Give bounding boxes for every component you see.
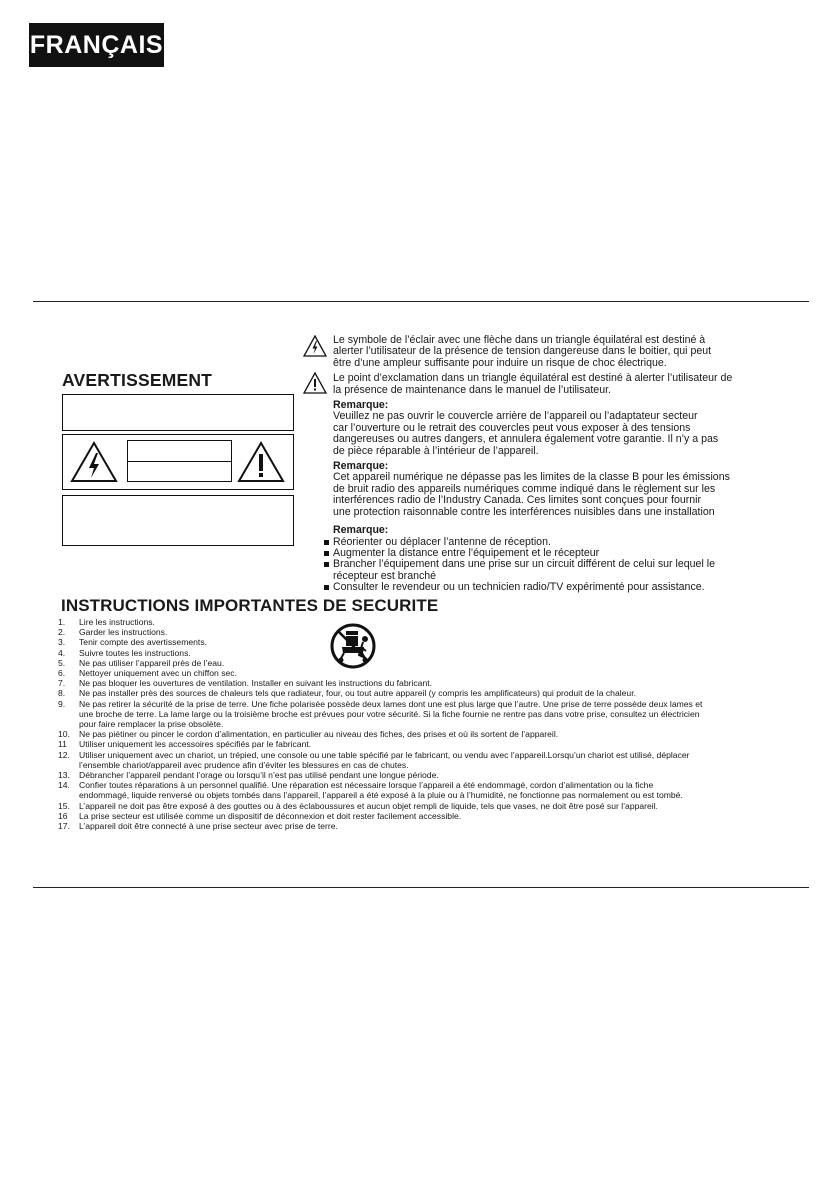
list-item: Consulter le revendeur ou un technicien radio/TV expérimenté pour assistance. — [323, 582, 778, 593]
warning-box-bottom — [62, 495, 294, 546]
list-item-text: Confier toutes réparations à un personnel qualifié. Une réparation est nécessaire lorsque l’appareil a été endommagé, cordon d’alimentation ou la fiche endommagé, liquide renversé ou objets tombés dans l’appareil, l’appareil a été exposé à la pluie ou à l’humidité, ne fonctionne pas normalement ou est tombé. — [79, 780, 683, 801]
warning-label-divider — [128, 461, 231, 462]
list-item-text: Utiliser uniquement les accessoires spécifiés par le fabricant. — [79, 739, 312, 750]
list-item-number: 9. — [58, 698, 66, 709]
divider-top — [33, 301, 809, 302]
safety-symbols-section — [333, 335, 778, 518]
exclamation-description: Le point d’exclamation dans un triangle équilatéral est destiné à alerter l’utilisateur de la présence de maintenance dans le manuel de l’utilisateur. — [333, 372, 733, 396]
list-item-number: 5. — [58, 657, 66, 668]
list-item — [58, 678, 818, 688]
lightning-triangle-icon — [70, 441, 118, 483]
list-item-text: L’appareil ne doit pas être exposé à des gouttes ou à des éclaboussures et aucun objet rempli de liquide, tels que vases, ne doit être posé sur l’appareil. — [79, 800, 659, 811]
list-item: Réorienter ou déplacer l’antenne de réception. — [323, 537, 778, 548]
list-item — [58, 617, 818, 627]
list-item-number: 8. — [58, 688, 66, 699]
list-item-text: Suivre toutes les instructions. — [79, 647, 191, 658]
list-item-text: Ne pas retirer la sécurité de la prise de terre. Une fiche polarisée possède deux lames dont une est plus large que l’autre. Une prise de terre possède deux lames et une broche de terre. La lame large ou la troisième broche est prévues pour votre sécurité. Si la fiche fournie ne rentre pas dans votre prise, consultez un électricien pour faire remplacer la prise obsolète. — [79, 698, 703, 730]
list-item-text: Ne pas installer près des sources de chaleurs tels que radiateur, four, ou tout autre appareil (y compris les amplificateurs) qui produit de la chaleur. — [79, 688, 636, 699]
remark-bullet-list — [323, 537, 778, 593]
language-tab: FRANÇAIS — [29, 23, 164, 67]
list-item — [58, 821, 818, 831]
list-item — [58, 699, 818, 730]
warning-box-top — [62, 394, 294, 431]
list-item-number: 17. — [58, 821, 70, 832]
list-item-number: 13. — [58, 770, 70, 781]
instructions-list — [58, 617, 818, 831]
list-item — [58, 668, 818, 678]
list-item-text: Ne pas utiliser l’appareil près de l’eau. — [79, 657, 225, 668]
list-item — [58, 627, 818, 637]
remark-text-2: Cet appareil numérique ne dépasse pas les limites de la classe B pour les émissions de bruit radio des appareils numériques comme indiqué dans le règlement sur les interférences radio de l’Industry Canada. Ces limites sont conçues pour fournir une protection raisonnable contre les interférences nuisibles dans une installation — [333, 471, 730, 518]
list-item-number: 7. — [58, 678, 66, 689]
instructions-heading: INSTRUCTIONS IMPORTANTES DE SECURITE — [61, 596, 439, 615]
list-item — [58, 658, 818, 668]
list-item-number: 16 — [58, 810, 68, 821]
list-item — [58, 688, 818, 698]
list-item — [58, 750, 818, 770]
lightning-symbol-icon — [303, 335, 327, 357]
list-item-number: 14. — [58, 780, 70, 791]
list-item-text: Garder les instructions. — [79, 627, 168, 638]
list-item-number: 3. — [58, 637, 66, 648]
list-item — [58, 780, 818, 800]
exclamation-symbol-icon — [303, 372, 327, 394]
list-item-number: 2. — [58, 627, 66, 638]
warning-label-box — [127, 440, 232, 482]
list-item — [58, 648, 818, 658]
remark-text-1: Veuillez ne pas ouvrir le couvercle arrière de l’appareil ou l’adaptateur secteur car l’ouverture ou le retrait des couvercles peut vous exposer à des tensions dangereuses ou autres dangers, et annulera également votre garantie. Il n’y a pas de pièce réparable à l’intérieur de l’appareil. — [333, 410, 719, 457]
list-item-text: Ne pas bloquer les ouvertures de ventilation. Installer en suivant les instructions du fabricant. — [79, 678, 433, 689]
warning-heading: AVERTISSEMENT — [62, 370, 213, 390]
list-item — [58, 739, 818, 749]
list-item — [58, 729, 818, 739]
list-item-number: 10. — [58, 729, 70, 740]
remark-title-2: Remarque: — [333, 460, 389, 473]
list-item-text: Ne pas piétiner ou pincer le cordon d’alimentation, en particulier au niveau des fiches, des prises et où ils sortent de l’appareil. — [79, 729, 559, 740]
list-item: Augmenter la distance entre l’équipement et le récepteur — [323, 548, 778, 559]
remark-title-3: Remarque: — [333, 524, 389, 536]
list-item — [58, 637, 818, 647]
list-item-text: Tenir compte des avertissements. — [79, 637, 208, 648]
list-item-number: 15. — [58, 800, 70, 811]
list-item-text: Lire les instructions. — [79, 617, 155, 627]
list-item — [58, 801, 818, 811]
list-item-text: L’appareil doit être connecté à une prise secteur avec prise de terre. — [79, 821, 338, 832]
warning-box-symbols — [62, 434, 294, 490]
list-item — [58, 811, 818, 821]
lightning-description: Le symbole de l’éclair avec une flèche dans un triangle équilatéral est destiné à alerter l’utilisateur de la présence de tension dangereuse dans le boitier, qui peut être d’une ampleur suffisante pour induire un risque de choc électrique. — [333, 334, 712, 369]
list-item-text: Utiliser uniquement avec un chariot, un trépied, une console ou une table spécifié par le fabricant, ou vendu avec l’appareil.Lorsqu’un chariot est utilisé, déplacer l’ensemble chariot/appareil avec prudence afin d’éviter les blessures en cas de chutes. — [79, 749, 690, 770]
remark-title-1: Remarque: — [333, 399, 389, 412]
list-item-text: La prise secteur est utilisée comme un dispositif de déconnexion et doit rester facilement accessible. — [79, 810, 462, 821]
divider-bottom — [33, 887, 809, 888]
list-item-text: Débrancher l’appareil pendant l’orage ou lorsqu’il n’est pas utilisé pendant une longue période. — [79, 770, 439, 781]
list-item-number: 11 — [58, 739, 67, 750]
exclamation-triangle-icon — [237, 441, 285, 483]
list-item-number: 4. — [58, 647, 66, 658]
list-item: Brancher l’équipement dans une prise sur un circuit différent de celui sur lequel le récepteur est branché — [323, 559, 778, 581]
list-item-number: 12. — [58, 749, 70, 760]
list-item — [58, 770, 818, 780]
list-item-text: Nettoyer uniquement avec un chiffon sec. — [79, 668, 237, 679]
list-item-number: 6. — [58, 668, 66, 679]
list-item-number: 1. — [58, 617, 66, 627]
